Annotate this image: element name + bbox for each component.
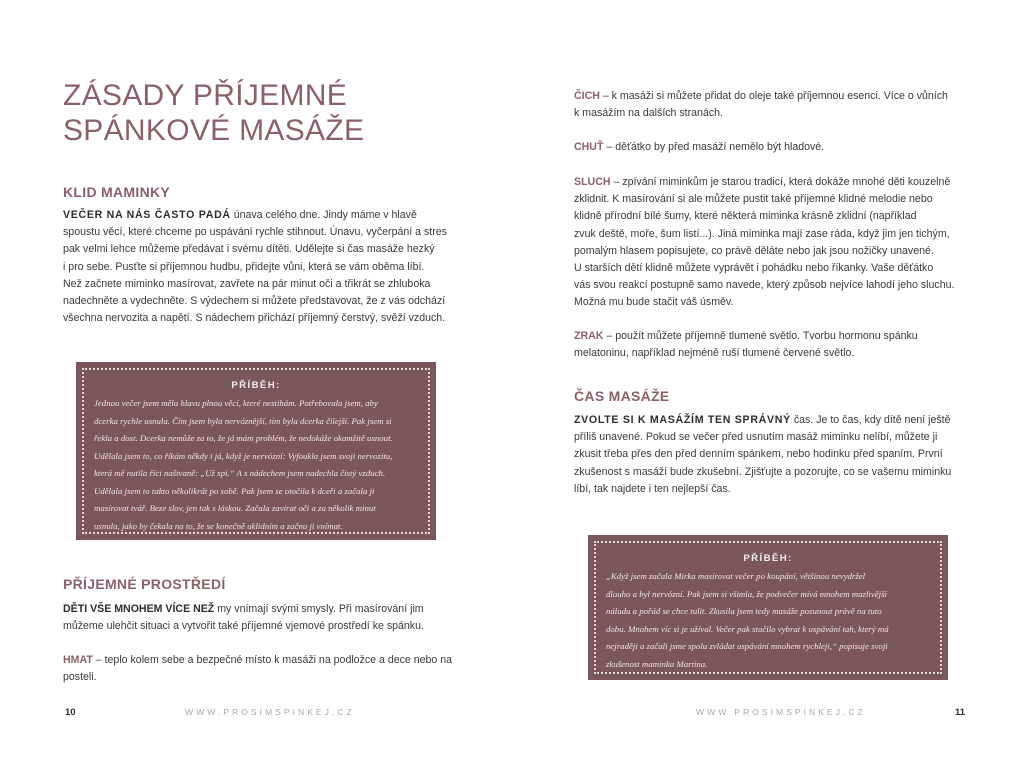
paragraph-line: zkušenost s masáží bude zkušební. Zjišťujte a pozorujte, co se vašemu miminku bbox=[574, 465, 952, 478]
paragraph-line: zvuk deště, moře, šum listí...). Jiná miminka mají zase ráda, když jim jen tichým, bbox=[574, 227, 950, 240]
story-label: PŘÍBĚH: bbox=[743, 553, 793, 564]
story-line: která mě nutila říci naštvaně: „Už spi.“ A s nádechem jsem nadechla čistý vzduch. bbox=[94, 468, 386, 478]
story-line: Udělala jsem to, co říkám někdy i já, když je nervózní: Vyfoukla jsem svoji nervozitu, bbox=[94, 450, 393, 461]
paragraph-line bbox=[63, 601, 483, 618]
story-box bbox=[588, 535, 948, 680]
title-line: SPÁNKOVÉ MASÁŽE bbox=[63, 114, 365, 147]
paragraph-line: k masážím na dalších stranách. bbox=[574, 107, 723, 120]
paragraph-line bbox=[63, 652, 483, 669]
paragraph-line: posteli. bbox=[63, 671, 97, 684]
sense-paragraph-zrak bbox=[574, 328, 974, 362]
sense-label: HMAT bbox=[63, 654, 93, 666]
website-url: WWW.PROSIMSPINKEJ.CZ bbox=[696, 707, 866, 717]
story-frame bbox=[594, 541, 942, 674]
paragraph-line: zklidnit. K masírování si ale můžete pustit také příjemné klidné melodie nebo bbox=[574, 193, 933, 206]
sense-paragraph-cich bbox=[574, 88, 974, 122]
page-number: 10 bbox=[65, 707, 76, 718]
story-line: Jednou večer jsem měla hlavu plnou věcí, které nestihám. Potřebovala jsem, aby bbox=[94, 398, 378, 408]
paragraph-line: U starších dětí klidně můžete vyprávět i pohádku nebo říkanky. Vaše děťátko bbox=[574, 262, 934, 275]
page-number: 11 bbox=[955, 707, 966, 718]
sense-label: ZRAK bbox=[574, 330, 604, 342]
line-text: – použít můžete příjemně tlumené světlo. Tvorbu hormonu spánku bbox=[603, 330, 918, 342]
story-line: dcerka rychle usnula. Čím jsem byla nervóznější, tím byla dcerka čilejší. Pak jsem si bbox=[94, 415, 392, 426]
story-line: náladu a pořád se chce tulit. Zkusila jsem tedy masáže posunout právě na tuto bbox=[606, 606, 882, 616]
story-frame bbox=[82, 368, 430, 534]
lead-text: DĚTI VŠE MNOHEM VÍCE NEŽ bbox=[63, 603, 215, 615]
line-text: – zpívání miminkům je starou tradicí, která dokáže mnohé děti kouzelně bbox=[610, 176, 951, 188]
story-text bbox=[606, 568, 930, 673]
section-paragraph-cas bbox=[574, 412, 984, 498]
sense-paragraph-chut bbox=[574, 139, 974, 156]
story-label: PŘÍBĚH: bbox=[231, 380, 281, 391]
story-line: Udělala jsem to takto několikrát po sobě. Pak jsem se otočila k dceři a začala ji bbox=[94, 485, 375, 496]
page-title bbox=[63, 78, 463, 148]
paragraph-line bbox=[574, 174, 974, 191]
story-line: usnula, jako by čekala na to, že se konečně uklidním a začnu ji vnímat. bbox=[94, 520, 343, 531]
paragraph-line: nadechněte a vydechněte. S výdechem si můžete představovat, že z vás odchází bbox=[63, 295, 446, 308]
line-text: my vnímají svými smysly. Při masírování jim bbox=[214, 603, 424, 615]
section-paragraph-klid bbox=[63, 207, 483, 327]
story-line: řekla a dost. Dcerka nemůže za to, že já mám problém, že nedokáže okamžitě usnout. bbox=[94, 433, 393, 443]
paragraph-line: klidně přírodní bílé šumy, které některá miminka krásně zklidní (například bbox=[574, 210, 917, 223]
section-heading-klid-maminky: KLID MAMINKY bbox=[63, 184, 171, 200]
paragraph-line: Možná mu bude stačit váš úsměv. bbox=[574, 296, 734, 309]
paragraph-line: zkusit třeba přes den před denním spánkem, nebo hodinku před spaním. První bbox=[574, 448, 943, 461]
paragraph-line bbox=[63, 207, 483, 224]
line-text: – děťátko by před masáží nemělo být hladové. bbox=[603, 141, 825, 153]
paragraph-line: Než začnete miminko masírovat, zavřete na pár minut oči a třikrát se zhluboka bbox=[63, 277, 431, 290]
story-line: dobu. Mnohem víc si je užíval. Večer pak stačilo vybrat k uspávání tah, který má bbox=[606, 623, 889, 634]
sense-label: ČICH bbox=[574, 90, 600, 102]
paragraph-line: vás svou reakcí postupně samo navede, který způsob nejvíce lahodí jeho sluchu. bbox=[574, 279, 955, 292]
story-line: masírovat tvář. Beze slov, jen tak s láskou. Začala zavírat oči a za několik minut bbox=[94, 503, 376, 513]
sense-label: CHUŤ bbox=[574, 141, 604, 153]
story-line: nejraději a začali jsme spolu zvládat uspávání mnohem rychleji,“ popisuje svoji bbox=[606, 641, 888, 651]
story-box bbox=[76, 362, 436, 540]
paragraph-line bbox=[574, 328, 974, 345]
paragraph-line: všechna nervozita a napětí. S nádechem přichází příjemný čerstvý, svěží vzduch. bbox=[63, 312, 446, 325]
line-text: čas. Je to čas, kdy dítě není ještě bbox=[790, 414, 951, 426]
line-text: únava celého dne. Jindy máme v hlavě bbox=[230, 209, 417, 221]
paragraph-line bbox=[574, 139, 974, 156]
story-line: „Když jsem začala Mirka masírovat večer po koupání, většinou nevydržel bbox=[606, 571, 866, 581]
story-line: zkušenost maminka Martina. bbox=[606, 658, 708, 669]
section-paragraph-prostredi bbox=[63, 601, 483, 635]
sense-paragraph-hmat bbox=[63, 652, 483, 686]
lead-text: VEČER NA NÁS ČASTO PADÁ bbox=[63, 209, 231, 221]
story-line: dlouho a byl nervózní. Pak jsem si všimla, že podvečer mívá mnohem mazlivější bbox=[606, 588, 887, 599]
title-line: ZÁSADY PŘÍJEMNÉ bbox=[63, 79, 348, 112]
paragraph-line: pak velmi lehce můžeme předávat i svému dítěti. Udělejte si čas masáže hezký bbox=[63, 243, 435, 256]
paragraph-line: melatoninu, například nejméně ruší tlumené červené světlo. bbox=[574, 347, 855, 360]
website-url: WWW.PROSIMSPINKEJ.CZ bbox=[185, 707, 355, 717]
paragraph-line bbox=[574, 412, 984, 429]
right-page bbox=[512, 0, 1024, 768]
paragraph-line: i pro sebe. Pusťte si příjemnou hudbu, přidejte vůni, která se vám oběma líbí. bbox=[63, 260, 425, 273]
section-heading-cas-masaze: ČAS MASÁŽE bbox=[574, 388, 670, 404]
paragraph-line: pomalým hlasem popisujete, co právě děláte nebo jak jsou nožičky unavené. bbox=[574, 244, 934, 257]
paragraph-line: líbí, tak najdete i ten nejlepší čas. bbox=[574, 482, 731, 495]
paragraph-line bbox=[574, 88, 974, 105]
paragraph-line: spoustu věcí, které chceme po uspávání rychle stihnout. Únavu, vyčerpání a stres bbox=[63, 226, 447, 239]
sense-label: SLUCH bbox=[574, 176, 611, 188]
section-heading-prijemne-prostredi: PŘÍJEMNÉ PROSTŘEDÍ bbox=[63, 576, 226, 592]
story-text bbox=[94, 395, 418, 535]
paragraph-line: můžeme ulehčit situaci a vytvořit také příjemné vjemové prostředí ke spánku. bbox=[63, 620, 424, 633]
sense-paragraph-sluch bbox=[574, 174, 974, 312]
paragraph-line: příliš unavené. Pokud se večer před usnutím masáž miminku nelíbí, můžete ji bbox=[574, 431, 938, 444]
line-text: – k masáži si můžete přidat do oleje také příjemnou esenci. Více o vůních bbox=[599, 90, 948, 102]
line-text: – teplo kolem sebe a bezpečné místo k masáži na podložce a dece nebo na bbox=[92, 654, 453, 666]
lead-text: ZVOLTE SI K MASÁŽÍM TEN SPRÁVNÝ bbox=[574, 414, 791, 426]
